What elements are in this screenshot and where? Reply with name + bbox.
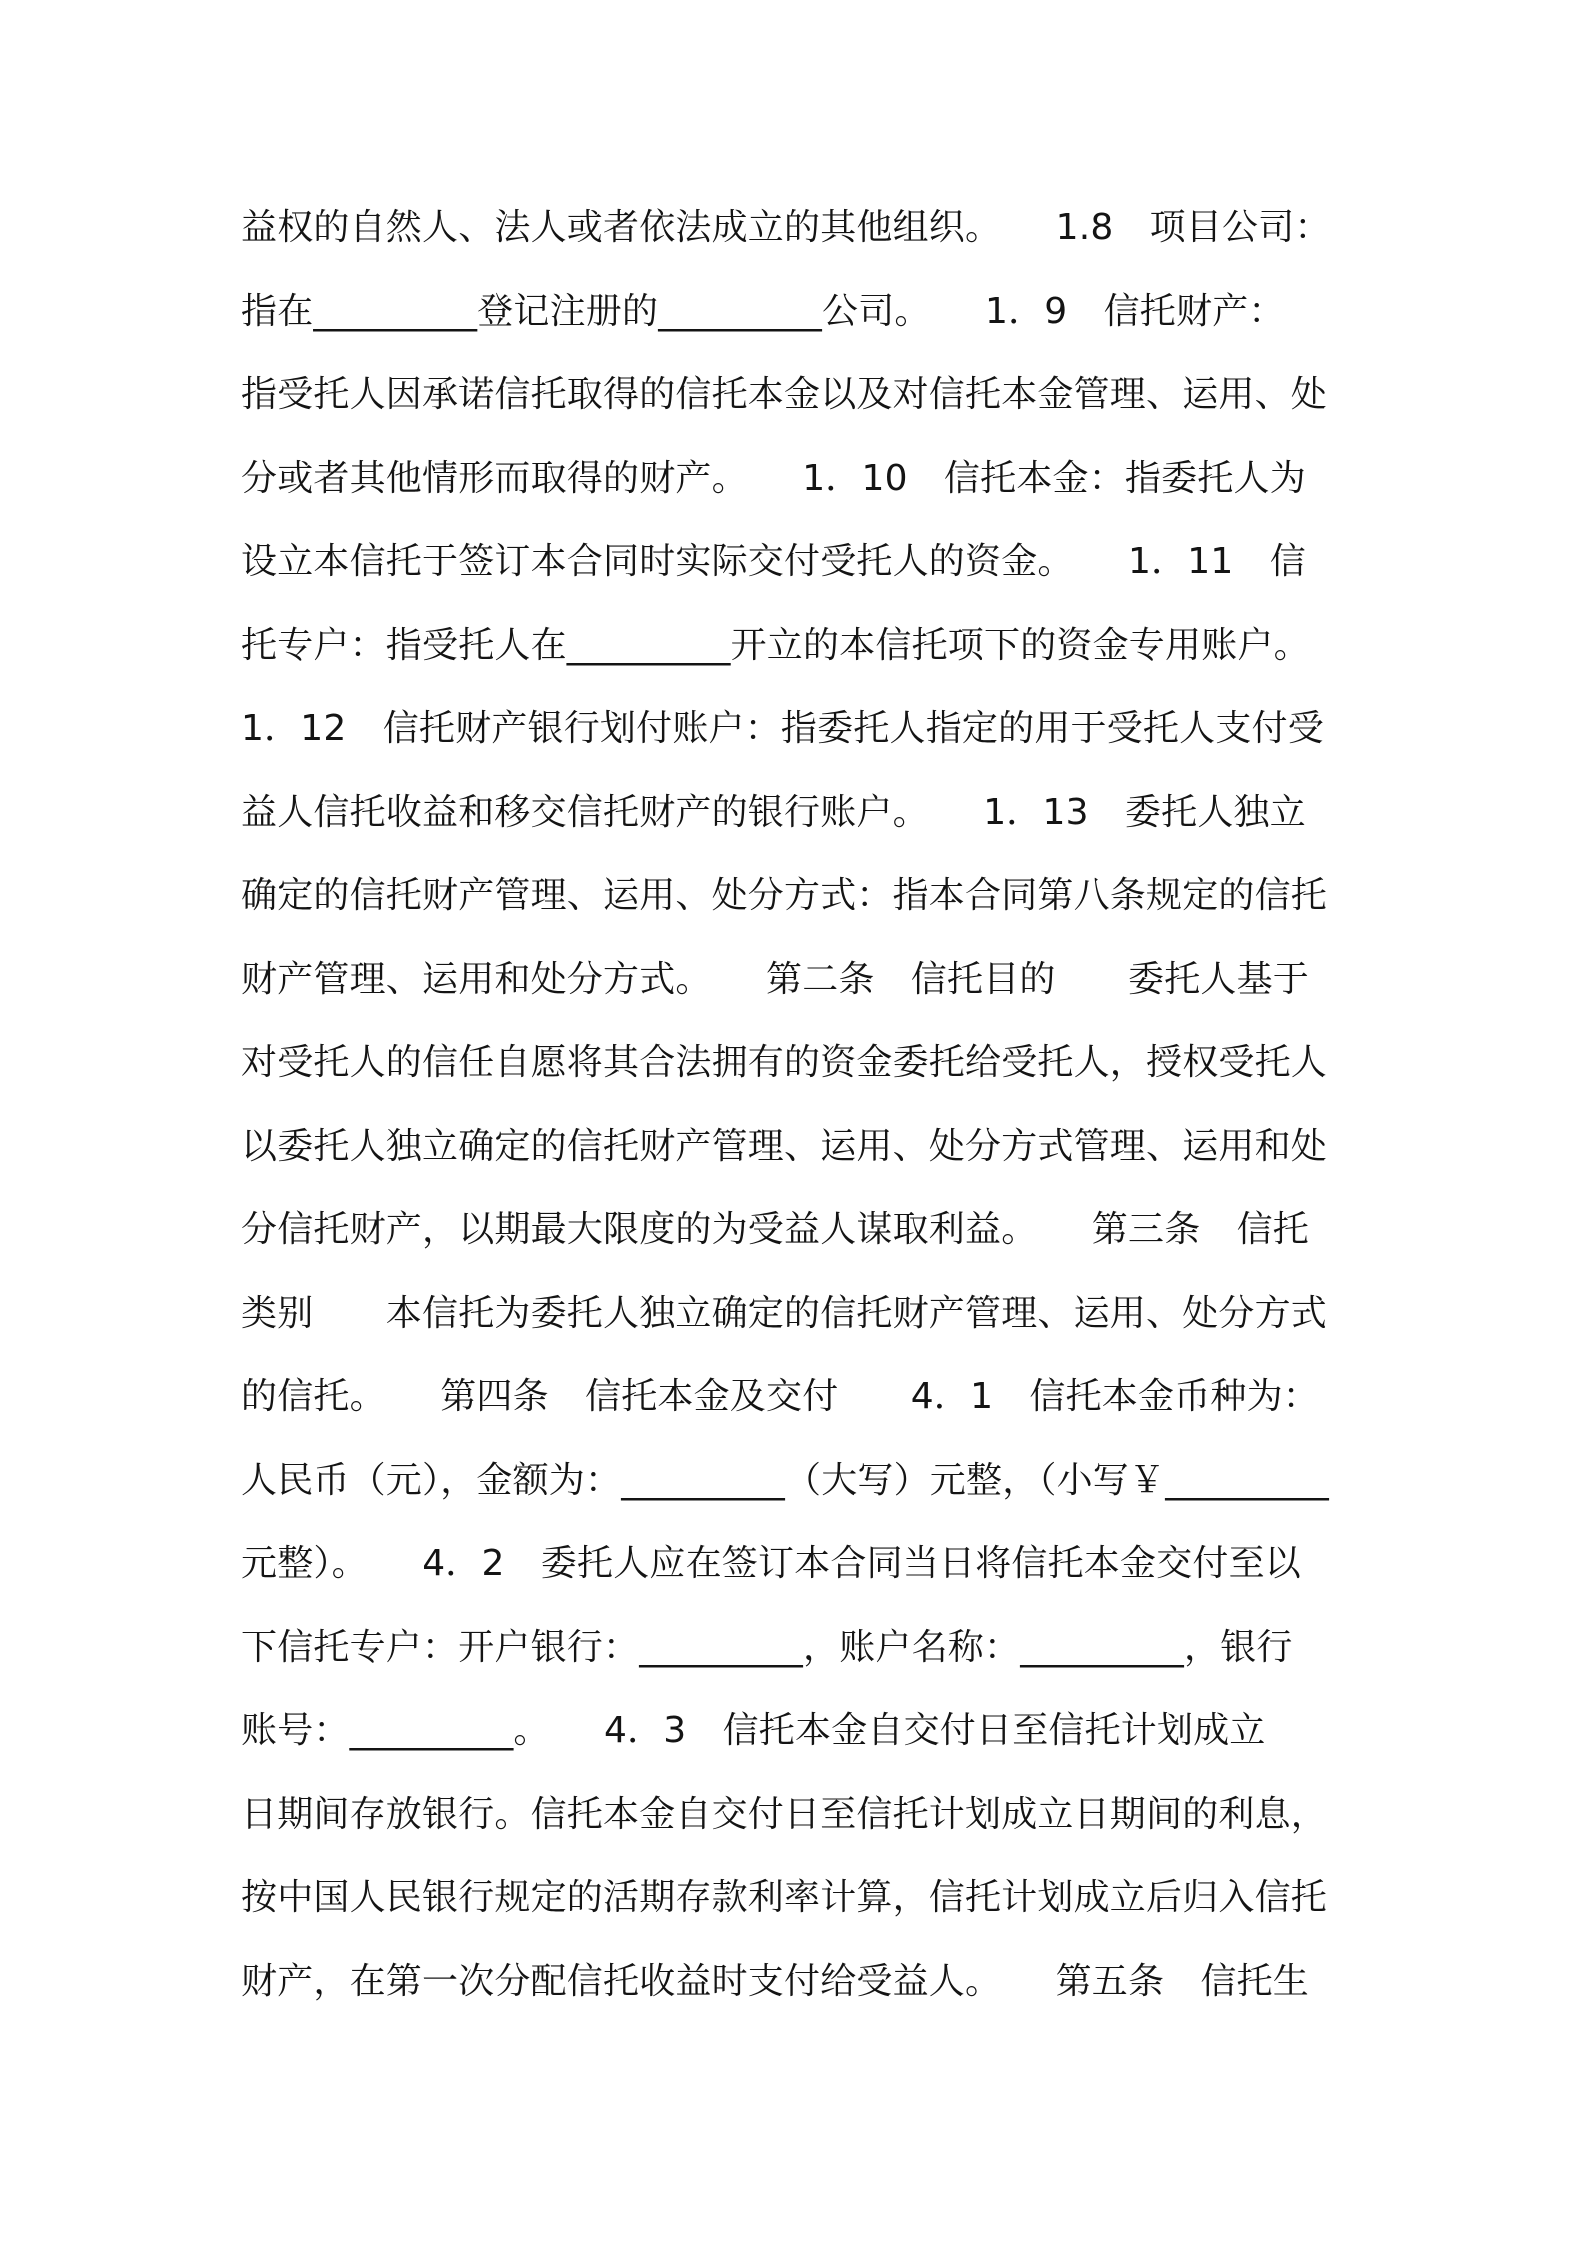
text-line-19: 账号：_________。 4．3 信托本金自交付日至信托计划成立 bbox=[241, 1710, 1266, 1751]
text-line-22: 财产，在第一次分配信托收益时支付给受益人。 第五条 信托生 bbox=[241, 1960, 1310, 2002]
text-line-4: 分或者其他情形而取得的财产。 1．10 信托本金：指委托人为 bbox=[241, 457, 1306, 499]
text-line-2: 指在_________登记注册的_________公司。 1．9 信托财产： bbox=[241, 290, 1285, 332]
text-line-18: 下信托专户：开户银行：_________，账户名称：_________，银行 bbox=[241, 1626, 1293, 1668]
text-line-7: 1．12 信托财产银行划付账户：指委托人指定的用于受托人支付受 bbox=[241, 708, 1324, 749]
text-line-3: 指受托人因承诺信托取得的信托本金以及对信托本金管理、运用、处 bbox=[241, 374, 1328, 415]
text-line-5: 设立本信托于签订本合同时实际交付受托人的资金。 1．11 信 bbox=[241, 541, 1306, 582]
text-line-21: 按中国人民银行规定的活期存款利率计算，信托计划成立后归入信托 bbox=[241, 1877, 1328, 1918]
text-line-6: 托专户：指受托人在_________开立的本信托项下的资金专用账户。 bbox=[241, 624, 1310, 666]
text-line-10: 财产管理、运用和处分方式。 第二条 信托目的 委托人基于 bbox=[241, 958, 1310, 1000]
text-line-14: 类别 本信托为委托人独立确定的信托财产管理、运用、处分方式 bbox=[241, 1292, 1328, 1334]
contract-body-text bbox=[241, 186, 1356, 2023]
text-line-17: 元整）。 4．2 委托人应在签订本合同当日将信托本金交付至以 bbox=[241, 1543, 1302, 1584]
text-line-11: 对受托人的信任自愿将其合法拥有的资金委托给受托人，授权受托人 bbox=[241, 1042, 1328, 1083]
text-line-1: 益权的自然人、法人或者依法成立的其他组织。 1.8 项目公司： bbox=[241, 207, 1331, 248]
text-line-16: 人民币（元），金额为：_________（大写）元整，（小写￥_________ bbox=[241, 1459, 1330, 1501]
text-line-20: 日期间存放银行。信托本金自交付日至信托计划成立日期间的利息， bbox=[241, 1793, 1328, 1835]
text-line-9: 确定的信托财产管理、运用、处分方式：指本合同第八条规定的信托 bbox=[241, 875, 1328, 916]
text-line-8: 益人信托收益和移交信托财产的银行账户。 1．13 委托人独立 bbox=[241, 791, 1306, 833]
text-line-12: 以委托人独立确定的信托财产管理、运用、处分方式管理、运用和处 bbox=[241, 1125, 1328, 1167]
text-line-15: 的信托。 第四条 信托本金及交付 4．1 信托本金币种为： bbox=[241, 1376, 1320, 1417]
text-line-13: 分信托财产，以期最大限度的为受益人谋取利益。 第三条 信托 bbox=[241, 1209, 1310, 1250]
